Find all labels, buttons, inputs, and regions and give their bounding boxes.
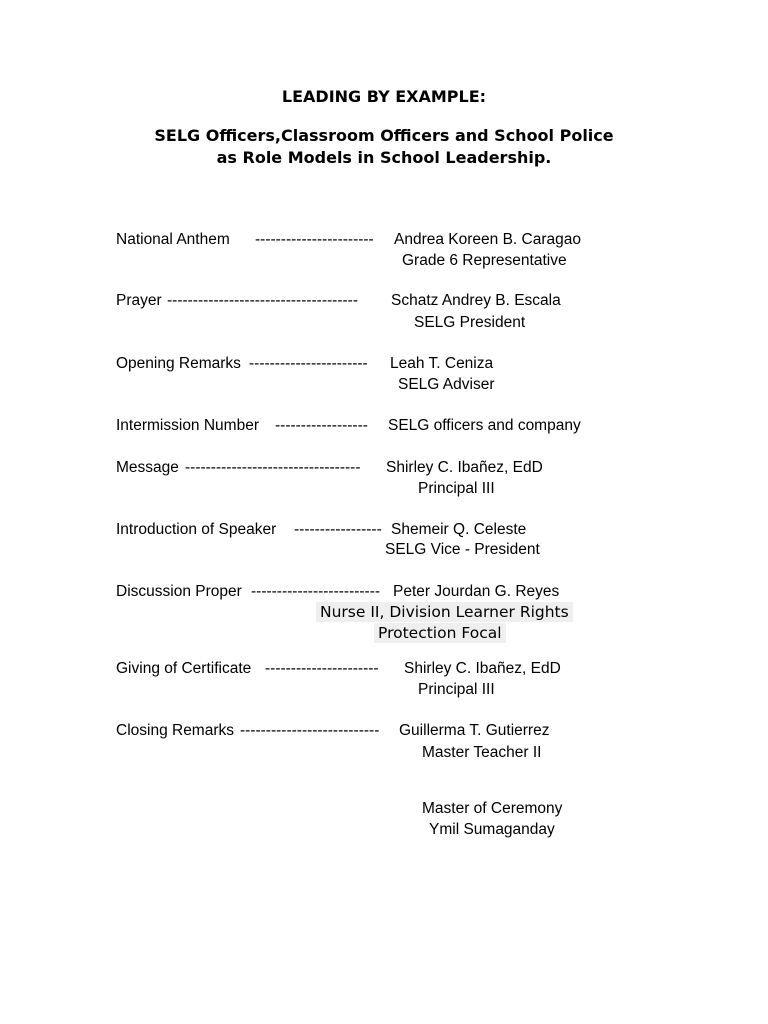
program-person: Leah T. Ceniza: [390, 355, 494, 372]
program-person: Guillerma T. Gutierrez: [399, 722, 550, 739]
program-person: Andrea Koreen B. Caragao: [394, 231, 581, 248]
program-part: Intermission Number: [116, 417, 259, 434]
program-person: Shirley C. Ibañez, EdD: [386, 459, 543, 476]
program-person-role: Principal III: [418, 480, 495, 497]
program-person-role-line2: Protection Focal: [374, 623, 506, 643]
emcee-name: Ymil Sumaganday: [429, 821, 555, 838]
program-person-role: Master Teacher II: [422, 744, 542, 761]
document-subtitle-line1: SELG Officers,Classroom Officers and School Police: [154, 126, 614, 145]
program-part: National Anthem: [116, 231, 230, 248]
program-person: Peter Jourdan G. Reyes: [393, 583, 560, 600]
program-person: SELG officers and company: [388, 417, 581, 434]
leader-dashes: -------------------------: [251, 583, 381, 600]
leader-dashes: -----------------------: [255, 231, 374, 248]
emcee-label: Master of Ceremony: [422, 800, 563, 817]
leader-dashes: -----------------------: [249, 355, 368, 372]
leader-dashes: -------------------------------------: [167, 292, 358, 309]
program-part: Giving of Certificate: [116, 660, 252, 677]
document-subtitle-line2: as Role Models in School Leadership.: [216, 148, 552, 167]
program-part: Message: [116, 459, 179, 476]
program-person-role: SELG President: [414, 314, 526, 331]
program-part: Closing Remarks: [116, 722, 235, 739]
document-title: LEADING BY EXAMPLE:: [281, 87, 487, 106]
program-person-role: Grade 6 Representative: [402, 252, 567, 269]
leader-dashes: -----------------: [294, 521, 382, 538]
program-part: Introduction of Speaker: [116, 521, 277, 538]
program-person-role: SELG Vice - President: [385, 541, 540, 558]
leader-dashes: ----------------------------------: [185, 459, 361, 476]
leader-dashes: ------------------: [275, 417, 368, 434]
program-person: Shemeir Q. Celeste: [391, 521, 527, 538]
program-person: Schatz Andrey B. Escala: [391, 292, 561, 309]
program-person-role: Principal III: [418, 681, 495, 698]
program-person: Shirley C. Ibañez, EdD: [404, 660, 561, 677]
program-part: Opening Remarks: [116, 355, 241, 372]
program-part: Discussion Proper: [116, 583, 242, 600]
program-person-role: SELG Adviser: [398, 376, 495, 393]
leader-dashes: ---------------------------: [240, 722, 380, 739]
program-part: Prayer: [116, 292, 162, 309]
leader-dashes: ----------------------: [265, 660, 379, 677]
program-person-role-line1: Nurse II, Division Learner Rights: [316, 602, 573, 622]
